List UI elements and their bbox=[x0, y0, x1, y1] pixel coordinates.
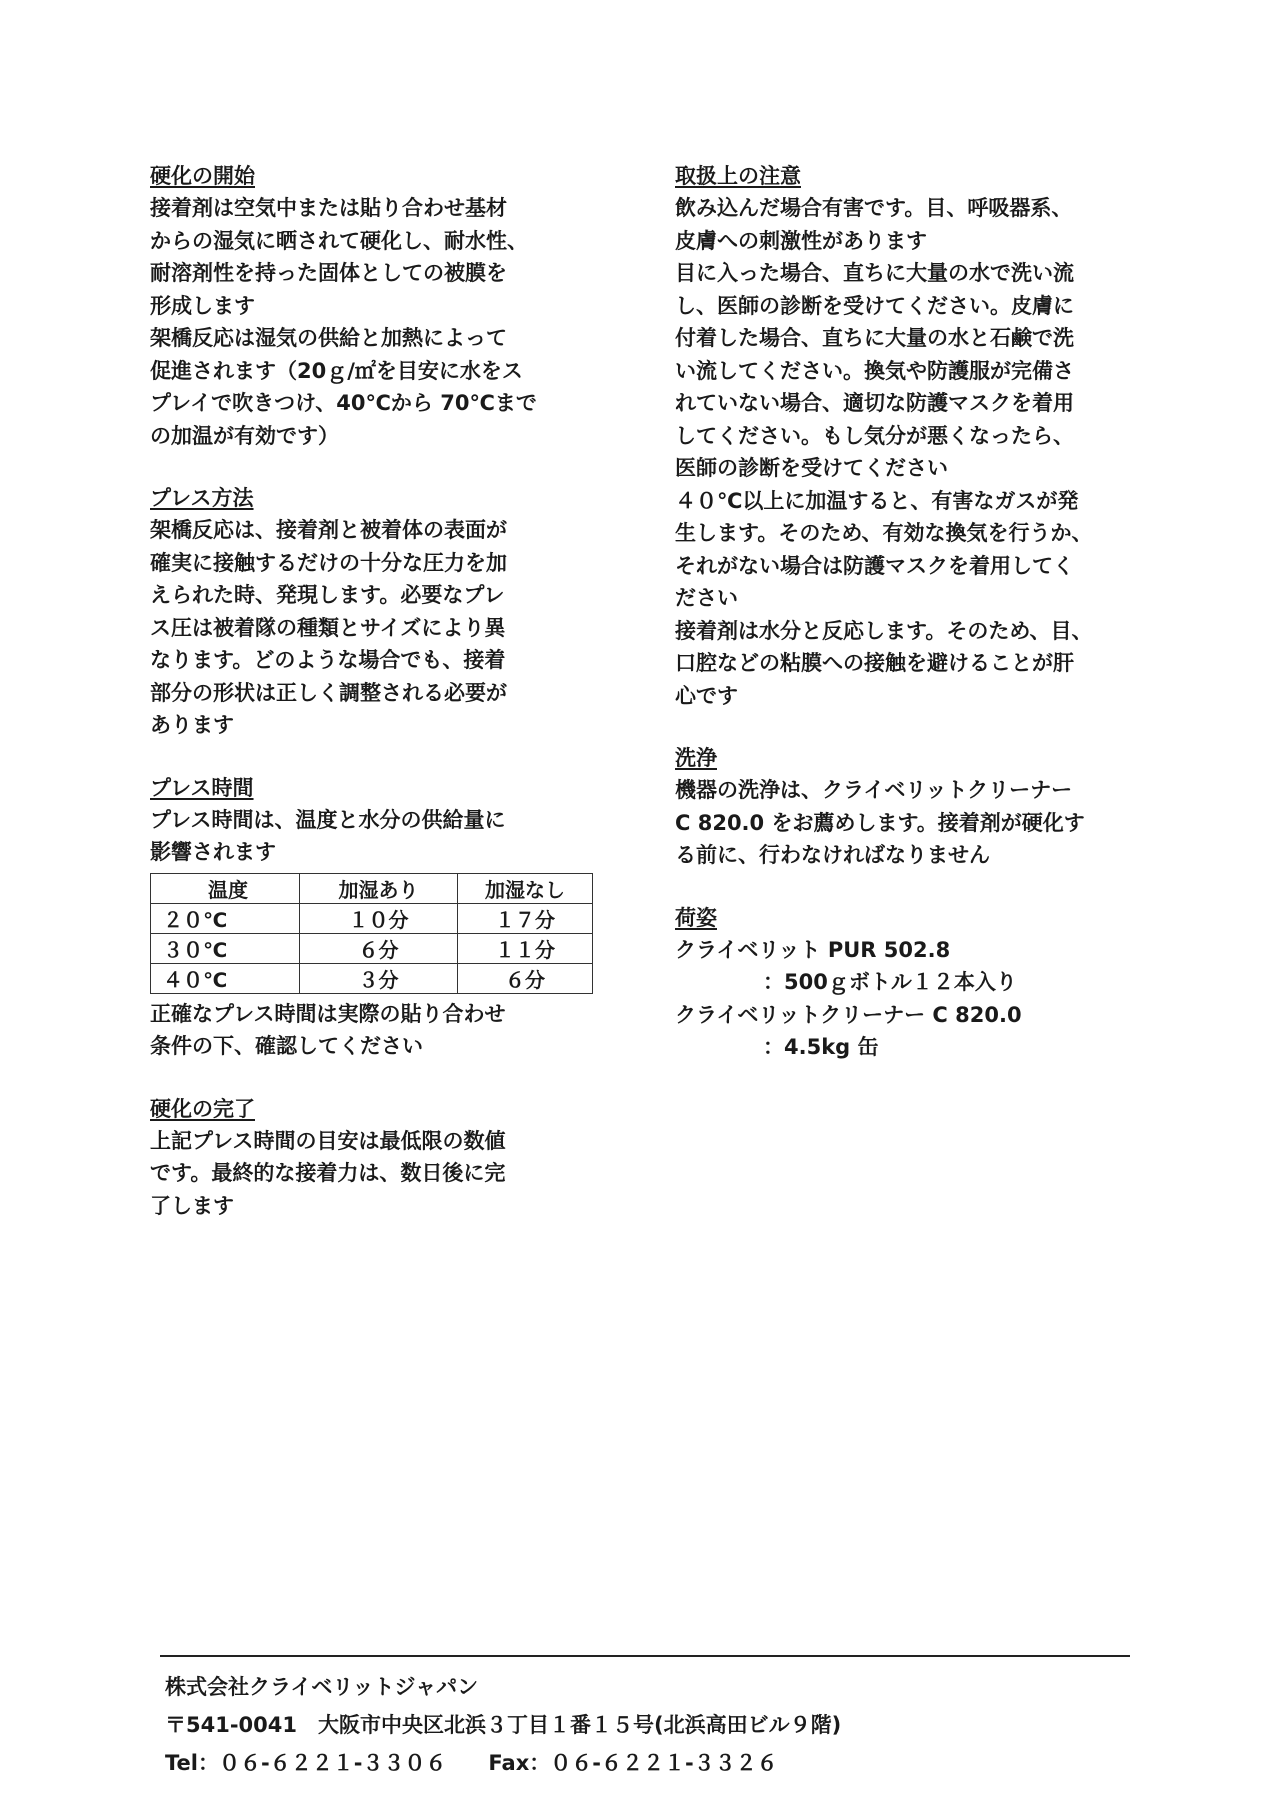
table-cell: １０分 bbox=[300, 903, 458, 933]
text-line: プレイで吹きつけ、40℃から 70℃まで bbox=[150, 391, 537, 415]
text-line: 医師の診断を受けてください bbox=[675, 456, 948, 480]
text-line: 口腔などの粘膜への接触を避けることが肝 bbox=[675, 651, 1074, 675]
section-heading: 洗浄 bbox=[675, 746, 717, 770]
press-time-table bbox=[150, 873, 593, 994]
table-cell: ６分 bbox=[458, 963, 593, 993]
text-line: 促進されます（20ｇ/㎡を目安に水をス bbox=[150, 358, 523, 383]
company-contact: Tel：０６-６２２１-３３０６ Fax：０６-６２２１-３３２６ bbox=[165, 1751, 778, 1775]
text-line: それがない場合は防護マスクを着用してく bbox=[675, 553, 1074, 578]
table-header-cell: 温度 bbox=[151, 873, 300, 903]
text-line: 確実に接触するだけの十分な圧力を加 bbox=[150, 550, 507, 575]
left-column bbox=[150, 160, 620, 1252]
table-row bbox=[151, 933, 593, 963]
text-line: 心です bbox=[675, 683, 738, 708]
footer-divider bbox=[160, 1655, 1130, 1657]
text-line: 耐溶剤性を持った固体としての被膜を bbox=[150, 261, 507, 285]
text-line: 形成します bbox=[150, 293, 255, 318]
section-heading: プレス時間 bbox=[150, 775, 254, 800]
text-line: 影響されます bbox=[150, 840, 276, 864]
text-line: れていない場合、適切な防護マスクを着用 bbox=[675, 391, 1074, 415]
right-column bbox=[675, 160, 1175, 1094]
table-cell: １１分 bbox=[458, 933, 593, 963]
text-line: です。最終的な接着力は、数日後に完 bbox=[150, 1161, 506, 1185]
text-line: い流してください。換気や防護服が完備さ bbox=[675, 358, 1074, 383]
table-row bbox=[151, 903, 593, 933]
text-line: してください。もし気分が悪くなったら、 bbox=[675, 423, 1074, 448]
section-heading: 硬化の開始 bbox=[150, 164, 255, 188]
text-line: る前に、行わなければなりません bbox=[675, 843, 990, 867]
text-line: 架橋反応は湿気の供給と加熱によって bbox=[150, 326, 507, 350]
section-press-time bbox=[150, 772, 620, 1063]
text-line: 了します bbox=[150, 1193, 234, 1218]
text-line: からの湿気に晒されて硬化し、耐水性、 bbox=[150, 228, 528, 253]
table-cell: ３分 bbox=[300, 963, 458, 993]
section-handling bbox=[675, 160, 1175, 712]
text-line: 架橋反応は、接着剤と被着体の表面が bbox=[150, 518, 507, 542]
section-heading: 硬化の完了 bbox=[150, 1096, 255, 1121]
table-cell: ３０℃ bbox=[151, 933, 300, 963]
package-name: クライベリット PUR 502.8 bbox=[675, 937, 951, 962]
text-line: プレス時間は、温度と水分の供給量に bbox=[150, 807, 506, 832]
company-address: 〒541-0041 大阪市中央区北浜３丁目１番１５号(北浜高田ビル９階) bbox=[165, 1713, 842, 1737]
text-line: C 820.0 をお薦めします。接着剤が硬化す bbox=[675, 810, 1085, 835]
section-heading: プレス方法 bbox=[150, 486, 254, 510]
table-row bbox=[151, 963, 593, 993]
section-packaging bbox=[675, 902, 1175, 1064]
text-line: 目に入った場合、直ちに大量の水で洗い流 bbox=[675, 261, 1074, 285]
text-line: ４０℃以上に加温すると、有害なガスが発 bbox=[675, 488, 1079, 513]
text-line: 生します。そのため、有効な換気を行うか、 bbox=[675, 521, 1093, 545]
text-line: 接着剤は水分と反応します。そのため、目、 bbox=[675, 618, 1093, 643]
package-detail: ：4.5kg 缶 bbox=[763, 1035, 879, 1059]
text-line: 部分の形状は正しく調整される必要が bbox=[150, 680, 507, 705]
table-header-row bbox=[151, 873, 593, 903]
package-name: クライベリットクリーナー C 820.0 bbox=[675, 1002, 1022, 1027]
text-line: ス圧は被着隊の種類とサイズにより異 bbox=[150, 615, 506, 640]
section-curing-start bbox=[150, 160, 620, 452]
footer bbox=[165, 1668, 841, 1782]
table-cell: ６分 bbox=[300, 933, 458, 963]
table-header-cell: 加湿あり bbox=[300, 873, 458, 903]
table-header-cell: 加湿なし bbox=[458, 873, 593, 903]
section-curing-complete bbox=[150, 1093, 620, 1223]
text-line: し、医師の診断を受けてください。皮膚に bbox=[675, 293, 1074, 318]
text-line: ださい bbox=[675, 586, 738, 610]
section-cleaning bbox=[675, 742, 1175, 872]
text-line: 皮膚への刺激性があります bbox=[675, 228, 927, 253]
text-line: 接着剤は空気中または貼り合わせ基材 bbox=[150, 196, 507, 220]
section-press-method bbox=[150, 482, 620, 742]
text-line: えられた時、発現します。必要なプレ bbox=[150, 583, 505, 607]
package-detail: ：500ｇボトル１２本入り bbox=[763, 970, 1017, 994]
table-cell: ２０℃ bbox=[151, 903, 300, 933]
table-cell: １７分 bbox=[458, 903, 593, 933]
section-heading: 荷姿 bbox=[675, 905, 717, 930]
text-line: 条件の下、確認してください bbox=[150, 1034, 423, 1058]
text-line: なります。どのような場合でも、接着 bbox=[150, 648, 506, 672]
text-line: 付着した場合、直ちに大量の水と石鹸で洗 bbox=[675, 326, 1074, 350]
text-line: の加温が有効です） bbox=[150, 423, 339, 448]
text-line: 飲み込んだ場合有害です。目、呼吸器系、 bbox=[675, 196, 1073, 220]
text-line: 機器の洗浄は、クライベリットクリーナー bbox=[675, 778, 1073, 802]
table-cell: ４０℃ bbox=[151, 963, 300, 993]
text-line: あります bbox=[150, 713, 234, 737]
text-line: 上記プレス時間の目安は最低限の数値 bbox=[150, 1128, 506, 1153]
section-heading: 取扱上の注意 bbox=[675, 164, 801, 188]
text-line: 正確なプレス時間は実際の貼り合わせ bbox=[150, 1001, 506, 1026]
company-name: 株式会社クライベリットジャパン bbox=[165, 1675, 479, 1699]
